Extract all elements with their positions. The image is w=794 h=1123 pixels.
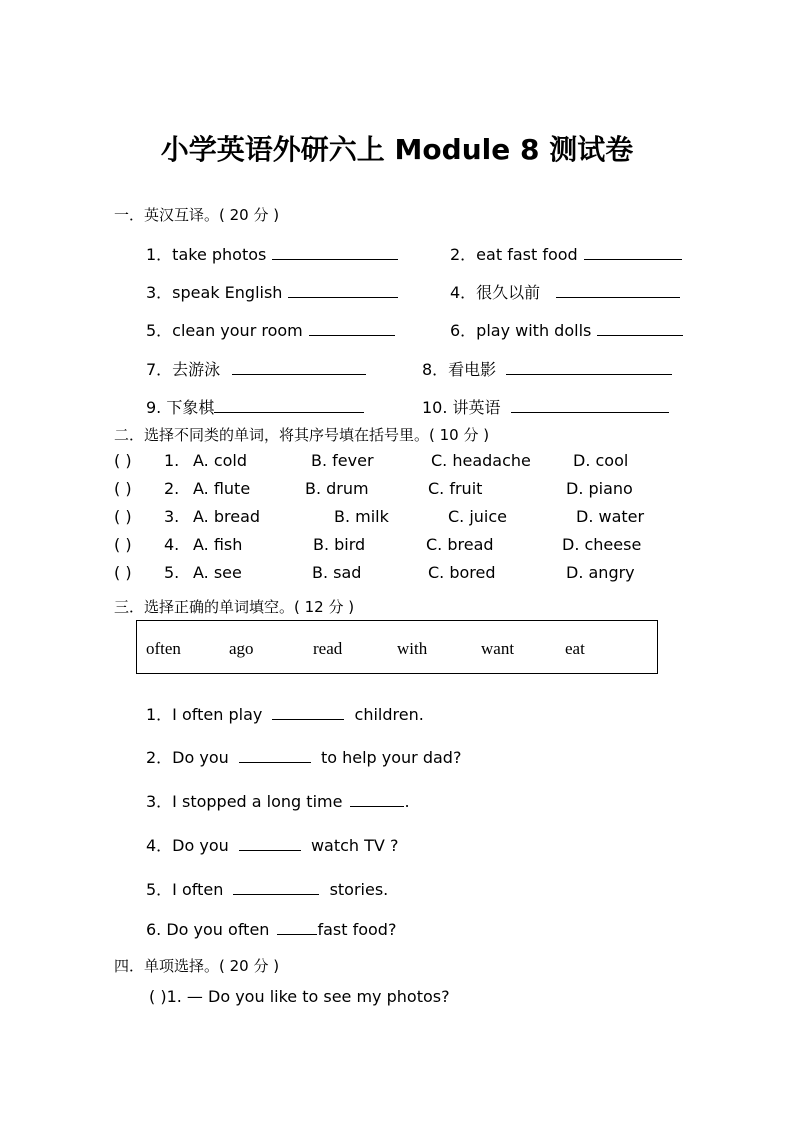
question-number: 1. — [164, 451, 180, 470]
option-d: D. cheese — [562, 535, 642, 554]
translate-item: 2．eat fast food — [450, 242, 682, 265]
option-b: B. drum — [305, 479, 369, 498]
answer-parentheses[interactable]: ( ) — [114, 451, 132, 470]
answer-parentheses[interactable]: ( ) — [114, 507, 132, 526]
question-number: 3. — [164, 507, 180, 526]
fill-blank-item: 5．I often stories. — [146, 880, 389, 899]
answer-blank[interactable] — [309, 321, 395, 336]
question-number: 2. — [164, 479, 180, 498]
option-a: A. cold — [193, 451, 248, 470]
option-d: D. angry — [566, 563, 635, 582]
option-c: C. bread — [426, 535, 494, 554]
option-d: D. piano — [566, 479, 633, 498]
answer-blank[interactable] — [214, 398, 364, 413]
answer-blank[interactable] — [597, 321, 683, 336]
question-text: 1. — Do you like to see my photos? — [166, 987, 450, 1006]
fill-blank-item: 2．Do you to help your dad? — [146, 748, 462, 767]
answer-parentheses[interactable]: ( ) — [114, 479, 132, 498]
option-c: C. fruit — [428, 479, 483, 498]
word-bank-word: with — [397, 639, 428, 658]
word-bank-word: want — [481, 639, 515, 658]
translate-item: 5．clean your room — [146, 318, 395, 341]
answer-blank[interactable] — [272, 245, 398, 260]
answer-blank[interactable] — [233, 880, 319, 895]
fill-blank-item: 1．I often play children. — [146, 705, 424, 724]
option-a: A. see — [193, 563, 242, 582]
answer-blank[interactable] — [288, 283, 398, 298]
section-heading-1: 一．英汉互译。( 20 分 ) — [114, 206, 280, 224]
answer-blank[interactable] — [350, 792, 404, 807]
answer-blank[interactable] — [232, 360, 366, 375]
word-bank-word: eat — [565, 639, 585, 658]
word-bank-word: often — [146, 639, 181, 658]
answer-blank[interactable] — [239, 836, 301, 851]
translate-item: 4．很久以前 — [450, 280, 680, 303]
option-c: C. headache — [431, 451, 531, 470]
option-a: A. fish — [193, 535, 243, 554]
answer-parentheses[interactable]: ( ) — [149, 987, 167, 1006]
option-b: B. sad — [312, 563, 362, 582]
answer-blank[interactable] — [506, 360, 672, 375]
option-d: D. cool — [573, 451, 629, 470]
question-number: 5. — [164, 563, 180, 582]
option-c: C. bored — [428, 563, 496, 582]
multiple-choice-item — [149, 987, 450, 1006]
translate-item: 3．speak English — [146, 280, 398, 303]
section-heading-2: 二．选择不同类的单词，将其序号填在括号里。( 10 分 ) — [114, 426, 490, 444]
translate-item: 9. 下象棋 — [146, 395, 364, 418]
option-a: A. flute — [193, 479, 251, 498]
answer-parentheses[interactable]: ( ) — [114, 535, 132, 554]
answer-blank[interactable] — [272, 705, 344, 720]
option-b: B. fever — [311, 451, 374, 470]
answer-parentheses[interactable]: ( ) — [114, 563, 132, 582]
translate-item: 6．play with dolls — [450, 318, 683, 341]
section-heading-4: 四．单项选择。( 20 分 ) — [114, 957, 280, 975]
option-b: B. bird — [313, 535, 366, 554]
word-bank-word: read — [313, 639, 343, 658]
answer-blank[interactable] — [239, 748, 311, 763]
fill-blank-item: 6. Do you often fast food? — [146, 920, 397, 939]
translate-item: 7．去游泳 — [146, 357, 366, 380]
word-bank-box — [136, 620, 658, 674]
translate-item: 10. 讲英语 — [422, 395, 669, 418]
option-c: C. juice — [448, 507, 508, 526]
option-d: D. water — [576, 507, 645, 526]
question-number: 4. — [164, 535, 180, 554]
answer-blank[interactable] — [277, 920, 317, 935]
answer-blank[interactable] — [511, 398, 669, 413]
section-heading-3: 三．选择正确的单词填空。( 12 分 ) — [114, 598, 355, 616]
answer-blank[interactable] — [556, 283, 680, 298]
fill-blank-item: 4．Do you watch TV ? — [146, 836, 399, 855]
page-title: 小学英语外研六上 Module 8 测试卷 — [160, 133, 634, 166]
answer-blank[interactable] — [584, 245, 682, 260]
fill-blank-item: 3．I stopped a long time . — [146, 792, 410, 811]
option-b: B. milk — [334, 507, 389, 526]
word-bank-word: ago — [229, 639, 254, 658]
translate-item: 1．take photos — [146, 242, 398, 265]
translate-item: 8．看电影 — [422, 357, 672, 380]
option-a: A. bread — [193, 507, 261, 526]
